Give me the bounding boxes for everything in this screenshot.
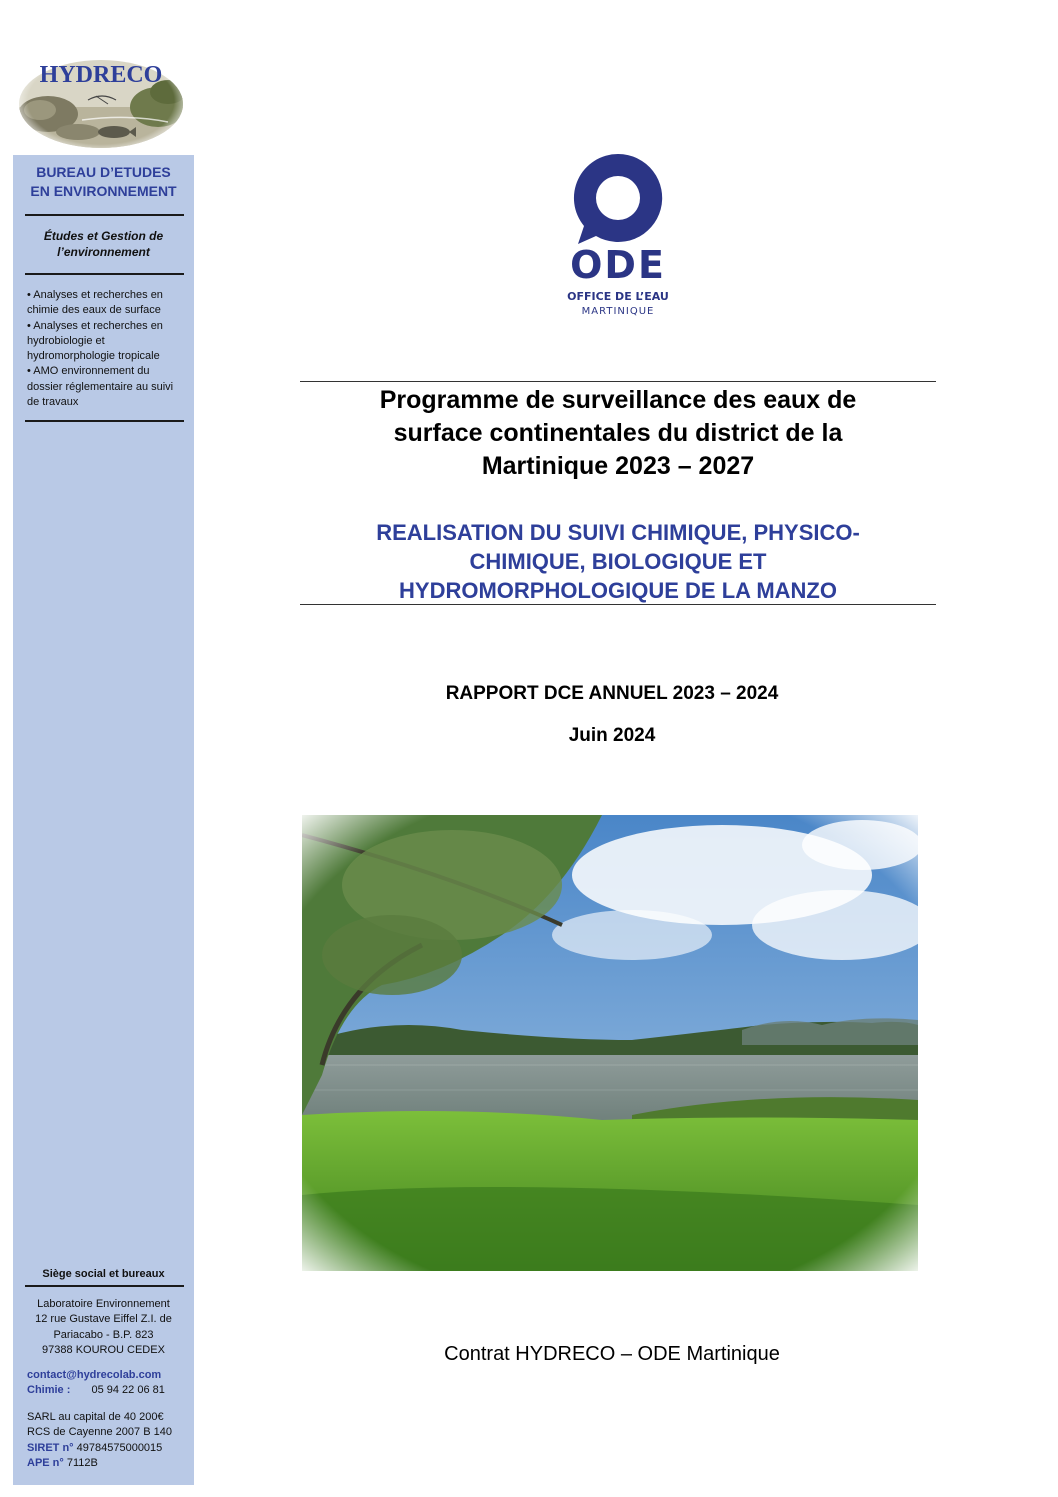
title-rule-top	[300, 381, 936, 382]
document-title-line: Martinique 2023 – 2027	[481, 452, 755, 480]
ape-value: 7112B	[66, 1456, 98, 1469]
address-line: Laboratoire Environnement	[37, 1298, 170, 1310]
sidebar	[13, 155, 194, 1485]
document-title-line: Programme de surveillance des eaux de	[379, 386, 857, 414]
sidebar-divider	[25, 1285, 184, 1287]
services-line: hydrobiologie et	[27, 334, 105, 347]
address-line: 97388 KOUROU CEDEX	[42, 1343, 165, 1356]
ode-line2: MARTINIQUE	[581, 306, 655, 317]
legal-block	[27, 1410, 192, 1471]
document-subtitle-line: REALISATION DU SUIVI CHIMIQUE, PHYSICO-	[376, 520, 860, 545]
contract-line: Contrat HYDRECO – ODE Martinique	[444, 1343, 780, 1365]
contact-block	[27, 1368, 192, 1399]
services-line: hydromorphologie tropicale	[27, 350, 160, 363]
services-line: • Analyses et recherches en	[27, 289, 163, 301]
services-line: • Analyses et recherches en	[27, 319, 163, 332]
sidebar-divider	[25, 420, 184, 422]
services-line: • AMO environnement du	[27, 365, 150, 378]
document-subtitle-line: CHIMIQUE, BIOLOGIQUE ET	[469, 549, 767, 574]
ape-label: APE n°	[27, 1456, 64, 1469]
hydreco-logo-text: HYDRECO	[39, 62, 163, 88]
ode-logo	[538, 130, 698, 330]
legal-rcs: RCS de Cayenne 2007 B 140	[27, 1426, 172, 1439]
company-subtitle-line: Études et Gestion de	[43, 229, 164, 243]
services-list	[27, 288, 187, 410]
sidebar-divider	[25, 214, 184, 216]
hydreco-logo	[18, 52, 184, 150]
ode-acronym: ODE	[570, 243, 666, 287]
address-line: 12 rue Gustave Eiffel Z.I. de	[35, 1313, 172, 1326]
services-line: chimie des eaux de surface	[27, 304, 161, 317]
sidebar-divider	[25, 273, 184, 275]
services-line: dossier réglementaire au suivi	[27, 380, 174, 393]
address-line: Pariacabo - B.P. 823	[53, 1328, 154, 1341]
company-tagline-line: BUREAU D’ETUDES	[36, 164, 171, 180]
lake-photo	[302, 815, 918, 1271]
document-title-line: surface continentales du district de la	[393, 419, 843, 447]
company-tagline-line: EN ENVIRONNEMENT	[30, 183, 177, 199]
company-tagline	[13, 163, 194, 201]
siret-value: 49784575000015	[76, 1441, 163, 1454]
chimie-label: Chimie :	[27, 1384, 71, 1397]
report-label: RAPPORT DCE ANNUEL 2023 – 2024	[445, 683, 779, 704]
ode-line1: OFFICE DE L’EAU	[567, 290, 669, 303]
speech-bubble-icon	[574, 154, 662, 244]
document-subtitle-line: HYDROMORPHOLOGIQUE DE LA MANZO	[399, 578, 837, 603]
siege-heading: Siège social et bureaux	[42, 1268, 165, 1280]
legal-capital: SARL au capital de 40 200€	[27, 1411, 164, 1423]
company-subtitle-line: l’environnement	[57, 245, 150, 259]
chimie-phone: 05 94 22 06 81	[91, 1384, 165, 1397]
report-date: Juin 2024	[568, 725, 656, 746]
company-subtitle	[13, 228, 194, 260]
document-title	[300, 384, 936, 483]
siege-address	[13, 1297, 194, 1358]
title-rule-bottom	[300, 604, 936, 605]
siret-label: SIRET n°	[27, 1441, 74, 1454]
services-line: de travaux	[27, 396, 79, 409]
contact-email[interactable]: contact@hydrecolab.com	[27, 1369, 162, 1381]
document-subtitle	[300, 518, 936, 605]
